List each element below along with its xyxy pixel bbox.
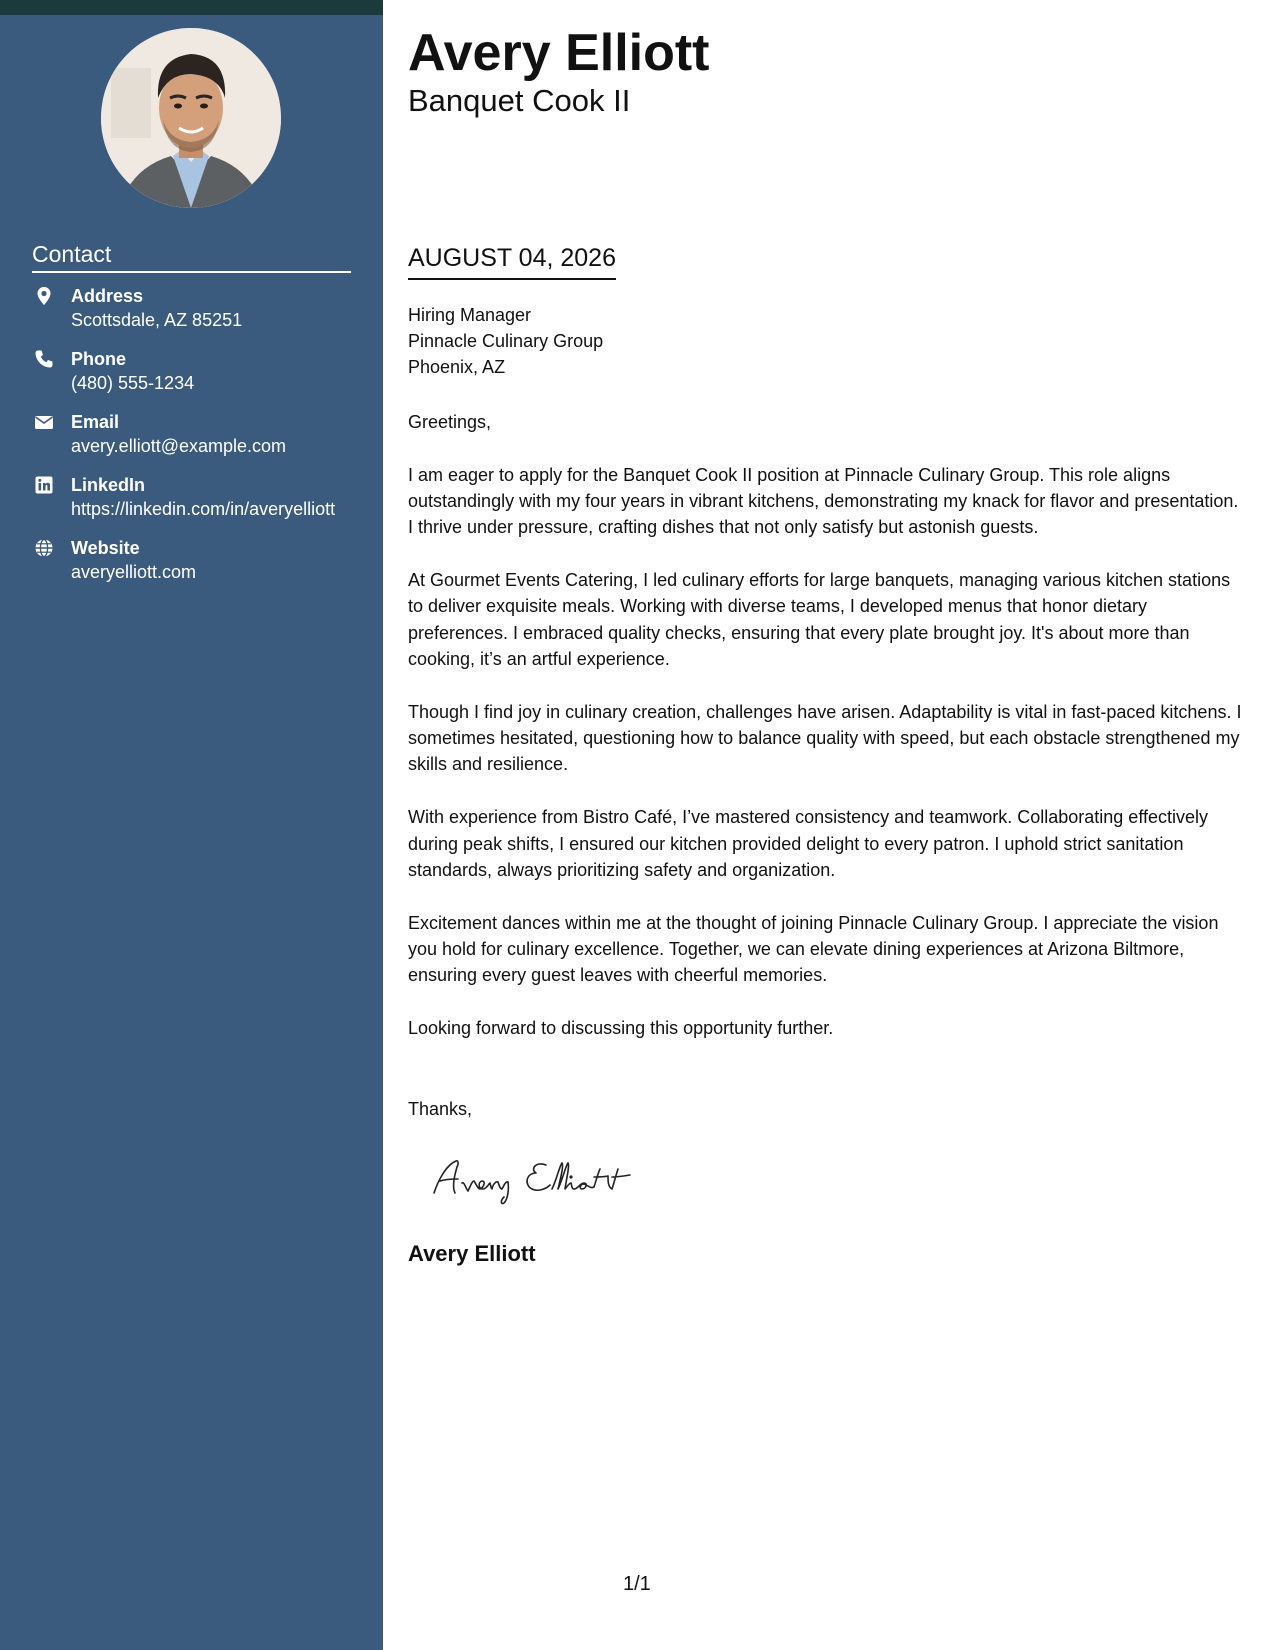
letter-body — [408, 409, 1248, 1068]
recipient-name: Hiring Manager — [408, 305, 532, 325]
recipient-company: Pinnacle Culinary Group — [408, 331, 604, 351]
contact-label-website: Website — [71, 538, 140, 558]
letter-date: AUGUST 04, 2026 — [408, 242, 616, 280]
letter-closing: Thanks, — [408, 1099, 473, 1119]
contact-value-address: Scottsdale, AZ 85251 — [71, 310, 243, 330]
signature — [428, 1151, 658, 1207]
sidebar-top-bar — [0, 0, 383, 15]
profile-photo — [101, 28, 281, 208]
letter-paragraph: Though I find joy in culinary creation, challenges have arisen. Adaptability is vital in fast-paced kitchens. I sometimes hesitated, questioning how to balance quality with speed, but each obstacle strengthened my skills and resilience. — [408, 701, 1242, 775]
avatar — [101, 28, 281, 208]
page-number: 1/1 — [623, 1573, 651, 1595]
contact-label-linkedin: LinkedIn — [71, 475, 146, 495]
contact-value-linkedin[interactable]: https://linkedin.com/in/averyelliott — [71, 499, 336, 519]
phone-icon — [34, 349, 54, 369]
handwritten-signature — [428, 1151, 658, 1207]
map-pin-icon — [34, 286, 54, 306]
letter-greeting: Greetings, — [408, 412, 492, 432]
linkedin-icon — [34, 475, 54, 495]
contact-label-phone: Phone — [71, 349, 127, 369]
contact-label-email: Email — [71, 412, 120, 432]
contact-section — [32, 240, 351, 600]
contact-heading: Contact — [32, 240, 351, 273]
contact-item-website — [32, 537, 351, 584]
contact-item-phone — [32, 348, 351, 395]
contact-label-address: Address — [71, 286, 144, 306]
letter-paragraph: Excitement dances within me at the thought of joining Pinnacle Culinary Group. I appreciate the vision you hold for culinary excellence. Together, we can elevate dining experiences at Arizona Biltmore, ensuring every guest leaves with cheerful memories. — [408, 912, 1219, 986]
contact-list — [32, 285, 351, 584]
recipient-location: Phoenix, AZ — [408, 357, 506, 377]
cover-letter — [408, 0, 1248, 1650]
contact-value-email[interactable]: avery.elliott@example.com — [71, 436, 287, 456]
contact-value-website[interactable]: averyelliott.com — [71, 562, 197, 582]
envelope-icon — [34, 412, 54, 432]
contact-value-phone: (480) 555-1234 — [71, 373, 195, 393]
letter-paragraph: I am eager to apply for the Banquet Cook II position at Pinnacle Culinary Group. This role aligns outstandingly with my four years in vibrant kitchens, demonstrating my knack for flavor and presentation. I thrive under pressure, crafting dishes that not only satisfy but astonish guests. — [408, 464, 1239, 538]
contact-item-linkedin — [32, 474, 351, 521]
contact-item-email — [32, 411, 351, 458]
contact-item-address — [32, 285, 351, 332]
letter-paragraph: At Gourmet Events Catering, I led culinary efforts for large banquets, managing various kitchen stations to deliver exquisite meals. Working with diverse teams, I developed menus that honor dietary preferences. I embraced quality checks, ensuring that every plate brought joy. It's about more than cooking, it’s an artful experience. — [408, 570, 1231, 670]
globe-icon — [34, 538, 54, 558]
letter-paragraph: Looking forward to discussing this opportunity further. — [408, 1018, 834, 1039]
signer-name: Avery Elliott — [408, 1241, 536, 1266]
sidebar — [0, 0, 383, 1650]
letter-paragraph: With experience from Bistro Café, I’ve mastered consistency and teamwork. Collaborating effectively during peak shifts, I ensured our kitchen provided delight to every patron. I uphold strict sanitation standards, always prioritizing safety and organization. — [408, 807, 1209, 880]
applicant-name: Avery Elliott — [408, 24, 710, 82]
recipient-block — [408, 302, 603, 380]
applicant-title: Banquet Cook II — [408, 83, 631, 118]
